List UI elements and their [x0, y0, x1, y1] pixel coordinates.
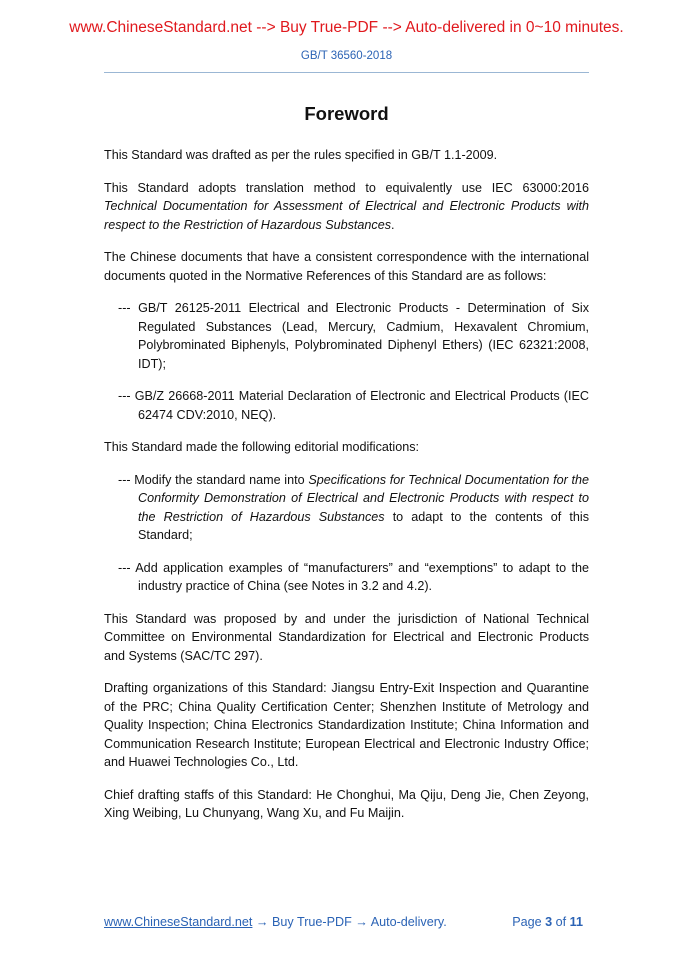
header-divider	[104, 72, 589, 73]
foreword-body	[104, 146, 589, 837]
page-footer	[104, 915, 589, 929]
text-segment: .	[391, 217, 395, 232]
text-segment: to adapt to the contents of this Standard;	[138, 509, 589, 542]
page-number: 3	[545, 915, 553, 929]
list-item-add-examples: --- Add application examples of “manufacturers” and “exemptions” to adapt to the industry practice of China (see Notes in 3.2 and 4.2).	[118, 560, 589, 593]
paragraph-correspondence: The Chinese documents that have a consistent correspondence with the international documents quoted in the Normative References of this Standard are as follows:	[104, 250, 589, 283]
list-item-modify-name	[104, 471, 589, 545]
list-item-gbz-26668: --- GB/Z 26668-2011 Material Declaration of Electronic and Electrical Products (IEC 62474 CDV:2010, NEQ).	[118, 389, 589, 422]
paragraph-editorial-modifications: This Standard made the following editorial modifications:	[104, 440, 420, 454]
iec-title-italic: Technical Documentation for Assessment of Electrical and Electronic Products with respect to the Restriction of Hazardous Substances	[104, 199, 589, 232]
promo-banner[interactable]: www.ChineseStandard.net --> Buy True-PDF --> Auto-delivered in 0~10 minutes.	[69, 19, 624, 36]
document-code-header: GB/T 36560-2018	[300, 50, 393, 62]
paragraph-drafting-organizations: Drafting organizations of this Standard: Jiangsu Entry-Exit Inspection and Quarantine of the PRC; China Quality Certification Center; Shenzhen Institute of Metrology and Quality Inspection; China Electronics Standardization Institute; China Information and Communication Research Institute; European Electrical and Electronic Industry Office; and Huawei Technologies Co., Ltd.	[104, 681, 589, 769]
paragraph-proposed-by: This Standard was proposed by and under the jurisdiction of National Technical Committee on Environmental Standardization for Electrical and Electronic Products and Systems (SAC/TC 297).	[104, 611, 589, 663]
paragraph-translation-method	[104, 179, 589, 235]
paragraph-drafting-staff: Chief drafting staffs of this Standard: He Chonghui, Ma Qiju, Deng Jie, Chen Zeyong, Xing Weibing, Lu Chunyang, Wang Xu, and Fu Maijin.	[104, 787, 589, 820]
page-of-label: of	[552, 915, 570, 929]
footer-delivery-text: Auto-delivery.	[370, 915, 447, 929]
standard-name-italic: Specifications for Technical Documentation for the Conformity Demonstration of Electrical and Electronic Products with respect to the Restriction of Hazardous Substances	[138, 472, 590, 524]
footer-buy-text: Buy True-PDF	[272, 915, 352, 929]
list-item-gbt-26125: --- GB/T 26125-2011 Electrical and Electronic Products - Determination of Six Regulated Substances (Lead, Mercury, Cadmium, Hexavalent Chromium, Polybrominated Biphenyls, Polybrominated Diphenyl Ethers) (IEC 62321:2008, IDT);	[118, 301, 589, 371]
arrow-right-icon: →	[252, 915, 273, 929]
paragraph-drafting-rules: This Standard was drafted as per the rules specified in GB/T 1.1-2009.	[104, 148, 498, 162]
page-total: 11	[569, 915, 583, 929]
text-segment: --- Modify the standard name into	[118, 472, 309, 487]
page-label: Page	[512, 915, 546, 929]
arrow-right-icon: →	[351, 915, 371, 929]
page-indicator	[512, 915, 583, 929]
footer-site-link[interactable]: www.ChineseStandard.net	[104, 915, 253, 929]
page-title: Foreword	[304, 103, 389, 124]
text-segment: This Standard adopts translation method to equivalently use IEC 63000:2016	[104, 180, 589, 195]
